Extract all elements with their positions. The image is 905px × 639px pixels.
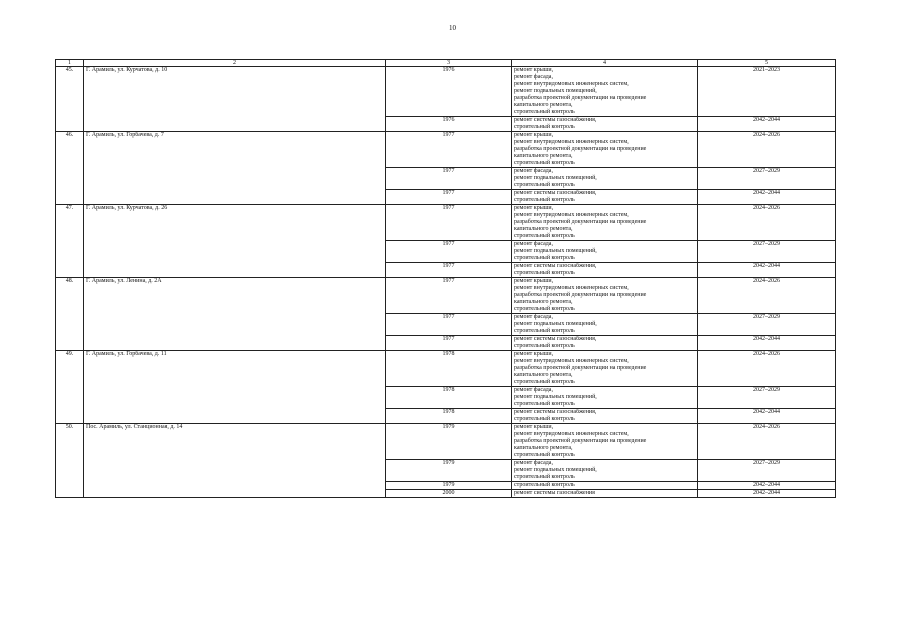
repair-period: 2027–2029 [698, 314, 836, 336]
repair-works: ремонт системы газоснабжения, строительный контроль [512, 263, 698, 278]
row-number: 46. [56, 132, 84, 205]
repair-period: 2042–2044 [698, 190, 836, 205]
commission-year: 1977 [386, 168, 512, 190]
repair-works: ремонт крыши, ремонт внутридомовых инженерных систем, разработка проектной документации на проведение капитального ремонта, строительный контроль [512, 278, 698, 314]
commission-year: 1978 [386, 387, 512, 409]
repair-period: 2027–2029 [698, 460, 836, 482]
table-row [56, 424, 836, 460]
commission-year: 1977 [386, 336, 512, 351]
building-address: Г. Арамиль, ул. Ленина, д. 2А [84, 278, 386, 351]
repair-works: ремонт системы газоснабжения, строительный контроль [512, 190, 698, 205]
commission-year: 1977 [386, 314, 512, 336]
commission-year: 1979 [386, 482, 512, 490]
repair-period: 2042–2044 [698, 117, 836, 132]
commission-year: 1977 [386, 241, 512, 263]
commission-year: 2000 [386, 490, 512, 498]
commission-year: 1978 [386, 409, 512, 424]
repair-period: 2024–2026 [698, 205, 836, 241]
commission-year: 1977 [386, 263, 512, 278]
repair-works: ремонт крыши, ремонт внутридомовых инженерных систем, разработка проектной документации на проведение капитального ремонта, строительный контроль [512, 205, 698, 241]
repair-period: 2024–2026 [698, 424, 836, 460]
row-number: 50. [56, 424, 84, 498]
commission-year: 1977 [386, 278, 512, 314]
repair-works: ремонт крыши, ремонт фасада, ремонт внутридомовых инженерных систем, ремонт подвальных помещений, разработка проектной документации на проведение капитального ремонта, строительный контроль [512, 67, 698, 117]
capital-repair-table [55, 59, 836, 498]
row-number: 47. [56, 205, 84, 278]
repair-works: ремонт крыши, ремонт внутридомовых инженерных систем, разработка проектной документации на проведение капитального ремонта, строительный контроль [512, 351, 698, 387]
building-address: Пос. Арамиль, ул. Станционная, д. 14 [84, 424, 386, 498]
commission-year: 1976 [386, 67, 512, 117]
repair-works: ремонт фасада, ремонт подвальных помещений, строительный контроль [512, 314, 698, 336]
table-row [56, 278, 836, 314]
table-row [56, 67, 836, 117]
repair-works: ремонт фасада, ремонт подвальных помещений, строительный контроль [512, 168, 698, 190]
page-number: 10 [449, 24, 456, 32]
row-number: 45. [56, 67, 84, 132]
repair-period: 2042–2044 [698, 409, 836, 424]
repair-works: ремонт системы газоснабжения, строительный контроль [512, 409, 698, 424]
repair-period: 2042–2044 [698, 490, 836, 498]
commission-year: 1977 [386, 190, 512, 205]
repair-period: 2042–2044 [698, 482, 836, 490]
header-row [56, 60, 836, 67]
header-cell-address: 2 [84, 60, 386, 67]
repair-works: ремонт системы газоснабжения [512, 490, 698, 498]
commission-year: 1977 [386, 132, 512, 168]
repair-period: 2042–2044 [698, 336, 836, 351]
table-row [56, 351, 836, 387]
repair-works: ремонт фасада, ремонт подвальных помещений, строительный контроль [512, 460, 698, 482]
table-row [56, 132, 836, 168]
repair-period: 2021–2023 [698, 67, 836, 117]
commission-year: 1976 [386, 117, 512, 132]
row-number: 48. [56, 278, 84, 351]
commission-year: 1978 [386, 351, 512, 387]
repair-period: 2027–2029 [698, 241, 836, 263]
building-address: Г. Арамиль, ул. Горбачева, д. 11 [84, 351, 386, 424]
commission-year: 1979 [386, 460, 512, 482]
table-row [56, 205, 836, 241]
building-address: Г. Арамиль, ул. Курчатова, д. 10 [84, 67, 386, 132]
commission-year: 1979 [386, 424, 512, 460]
repair-period: 2024–2026 [698, 132, 836, 168]
building-address: Г. Арамиль, ул. Горбачева, д. 7 [84, 132, 386, 205]
header-cell-year: 3 [386, 60, 512, 67]
header-cell-period: 5 [698, 60, 836, 67]
repair-works: ремонт фасада, ремонт подвальных помещений, строительный контроль [512, 387, 698, 409]
repair-works: строительный контроль [512, 482, 698, 490]
repair-works: ремонт системы газоснабжения, строительный контроль [512, 336, 698, 351]
repair-works: ремонт фасада, ремонт подвальных помещений, строительный контроль [512, 241, 698, 263]
repair-works: ремонт крыши, ремонт внутридомовых инженерных систем, разработка проектной документации на проведение капитального ремонта, строительный контроль [512, 424, 698, 460]
commission-year: 1977 [386, 205, 512, 241]
repair-works: ремонт системы газоснабжения, строительный контроль [512, 117, 698, 132]
repair-period: 2024–2026 [698, 278, 836, 314]
repair-works: ремонт крыши, ремонт внутридомовых инженерных систем, разработка проектной документации на проведение капитального ремонта, строительный контроль [512, 132, 698, 168]
repair-period: 2024–2026 [698, 351, 836, 387]
row-number: 49. [56, 351, 84, 424]
header-cell-number: 1 [56, 60, 84, 67]
repair-period: 2042–2044 [698, 263, 836, 278]
building-address: Г. Арамиль, ул. Курчатова, д. 26 [84, 205, 386, 278]
header-cell-works: 4 [512, 60, 698, 67]
repair-period: 2027–2029 [698, 387, 836, 409]
repair-period: 2027–2029 [698, 168, 836, 190]
